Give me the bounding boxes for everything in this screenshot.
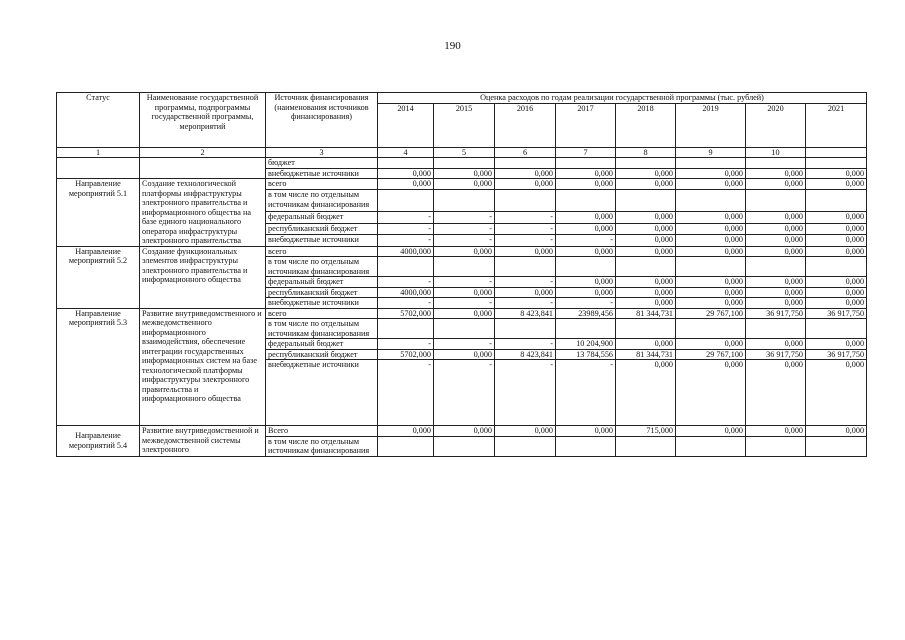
status-cell: Направление мероприятий 5.4 — [57, 426, 140, 457]
header-year: 2016 — [495, 103, 556, 147]
value-cell — [676, 190, 746, 212]
value-cell — [495, 257, 556, 277]
value-cell: 0,000 — [676, 212, 746, 223]
value-cell — [616, 257, 676, 277]
value-cell: 23989,456 — [556, 308, 616, 319]
value-cell — [556, 158, 616, 169]
value-cell: 0,000 — [616, 277, 676, 288]
value-cell: 36 917,750 — [746, 308, 806, 319]
value-cell: 0,000 — [434, 179, 495, 190]
header-name: Наименование государственной программы, подпрограммы государственной программы, мероприятий — [140, 93, 266, 148]
value-cell: 0,000 — [746, 277, 806, 288]
value-cell: 4000,000 — [378, 287, 434, 298]
source-cell: республиканский бюджет — [266, 223, 378, 234]
source-cell: всего — [266, 308, 378, 319]
value-cell: 5702,000 — [378, 349, 434, 360]
value-cell: 0,000 — [378, 168, 434, 179]
header-year: 2017 — [556, 103, 616, 147]
value-cell: 0,000 — [746, 223, 806, 234]
value-cell: 0,000 — [495, 287, 556, 298]
value-cell: - — [495, 360, 556, 426]
value-cell: 0,000 — [806, 277, 867, 288]
value-cell: - — [378, 360, 434, 426]
value-cell: - — [434, 223, 495, 234]
value-cell: - — [434, 235, 495, 246]
value-cell: 0,000 — [806, 235, 867, 246]
status-cell: Направление мероприятий 5.1 — [57, 179, 140, 247]
value-cell — [434, 436, 495, 456]
value-cell: - — [378, 235, 434, 246]
value-cell: 0,000 — [616, 360, 676, 426]
value-cell: 81 344,731 — [616, 349, 676, 360]
value-cell: 36 917,750 — [806, 308, 867, 319]
source-cell: всего — [266, 246, 378, 257]
source-cell: в том числе по отдельным источникам финансирования — [266, 190, 378, 212]
column-number: 8 — [616, 147, 676, 158]
value-cell: 8 423,841 — [495, 349, 556, 360]
value-cell: 0,000 — [556, 277, 616, 288]
value-cell — [676, 319, 746, 339]
value-cell: 5702,000 — [378, 308, 434, 319]
source-cell: в том числе по отдельным источникам финансирования — [266, 436, 378, 456]
value-cell — [556, 319, 616, 339]
value-cell: 0,000 — [676, 287, 746, 298]
name-cell — [140, 158, 266, 179]
source-cell: в том числе по отдельным источникам финансирования — [266, 257, 378, 277]
status-cell: Направление мероприятий 5.2 — [57, 246, 140, 308]
value-cell: 0,000 — [746, 287, 806, 298]
value-cell — [556, 190, 616, 212]
value-cell: 0,000 — [556, 287, 616, 298]
value-cell: - — [495, 212, 556, 223]
value-cell — [616, 436, 676, 456]
status-cell: Направление мероприятий 5.3 — [57, 308, 140, 426]
value-cell — [556, 436, 616, 456]
source-cell: федеральный бюджет — [266, 212, 378, 223]
header-estimate: Оценка расходов по годам реализации государственной программы (тыс. рублей) — [378, 93, 867, 104]
value-cell: 0,000 — [434, 426, 495, 437]
value-cell: 0,000 — [676, 360, 746, 426]
source-cell: внебюджетные источники — [266, 235, 378, 246]
value-cell: 0,000 — [806, 339, 867, 350]
value-cell — [746, 257, 806, 277]
value-cell — [616, 158, 676, 169]
value-cell: - — [434, 212, 495, 223]
source-cell: республиканский бюджет — [266, 349, 378, 360]
value-cell: - — [378, 339, 434, 350]
source-cell: республиканский бюджет — [266, 287, 378, 298]
value-cell: 0,000 — [495, 179, 556, 190]
value-cell: 0,000 — [676, 298, 746, 309]
status-cell — [57, 158, 140, 179]
value-cell: - — [556, 235, 616, 246]
value-cell: 0,000 — [616, 168, 676, 179]
value-cell: 36 917,750 — [806, 349, 867, 360]
column-number: 3 — [266, 147, 378, 158]
value-cell: 0,000 — [495, 426, 556, 437]
value-cell — [746, 436, 806, 456]
value-cell: 0,000 — [556, 223, 616, 234]
source-cell: Всего — [266, 426, 378, 437]
name-cell: Создание технологической платформы инфраструктуры электронного правительства и информационного общества на базе единого национального оператора инфраструктуры электронного правительства — [140, 179, 266, 247]
column-number: 5 — [434, 147, 495, 158]
value-cell: - — [495, 223, 556, 234]
value-cell: 0,000 — [616, 235, 676, 246]
table-row — [57, 179, 867, 190]
column-number — [806, 147, 867, 158]
value-cell — [676, 436, 746, 456]
value-cell — [378, 257, 434, 277]
value-cell: 0,000 — [806, 298, 867, 309]
value-cell: 0,000 — [746, 235, 806, 246]
value-cell: 36 917,750 — [746, 349, 806, 360]
value-cell: 0,000 — [434, 349, 495, 360]
value-cell: - — [434, 298, 495, 309]
column-number: 6 — [495, 147, 556, 158]
header-year: 2018 — [616, 103, 676, 147]
value-cell: 8 423,841 — [495, 308, 556, 319]
source-cell: федеральный бюджет — [266, 277, 378, 288]
table-row — [57, 308, 867, 319]
value-cell: 0,000 — [746, 179, 806, 190]
value-cell: - — [556, 298, 616, 309]
value-cell: 0,000 — [746, 168, 806, 179]
value-cell: 0,000 — [495, 168, 556, 179]
value-cell: 0,000 — [746, 339, 806, 350]
source-cell: в том числе по отдельным источникам финансирования — [266, 319, 378, 339]
value-cell: 0,000 — [616, 212, 676, 223]
value-cell — [378, 190, 434, 212]
source-cell: всего — [266, 179, 378, 190]
table-row — [57, 426, 867, 437]
column-number: 9 — [676, 147, 746, 158]
value-cell: - — [495, 298, 556, 309]
source-cell: внебюджетные источники — [266, 360, 378, 426]
value-cell: 0,000 — [676, 168, 746, 179]
source-cell: бюджет — [266, 158, 378, 169]
value-cell: 715,000 — [616, 426, 676, 437]
header-year: 2020 — [746, 103, 806, 147]
value-cell: - — [495, 277, 556, 288]
value-cell: 0,000 — [746, 426, 806, 437]
value-cell: 13 784,556 — [556, 349, 616, 360]
value-cell — [434, 257, 495, 277]
value-cell — [806, 319, 867, 339]
value-cell: 0,000 — [556, 168, 616, 179]
source-cell: федеральный бюджет — [266, 339, 378, 350]
value-cell: 0,000 — [616, 246, 676, 257]
value-cell: 0,000 — [556, 246, 616, 257]
name-cell: Развитие внутриведомственной и межведомственной системы электронного — [140, 426, 266, 457]
value-cell — [495, 436, 556, 456]
value-cell — [378, 436, 434, 456]
value-cell: 0,000 — [378, 179, 434, 190]
column-number: 7 — [556, 147, 616, 158]
value-cell: 0,000 — [676, 246, 746, 257]
value-cell: 0,000 — [434, 287, 495, 298]
value-cell: - — [378, 223, 434, 234]
value-cell: 0,000 — [806, 212, 867, 223]
column-number: 10 — [746, 147, 806, 158]
value-cell: 0,000 — [676, 339, 746, 350]
header-source: Источник финансирования (наименования источников финансирования) — [266, 93, 378, 148]
value-cell: 29 767,100 — [676, 349, 746, 360]
value-cell: - — [378, 277, 434, 288]
value-cell: 0,000 — [434, 168, 495, 179]
value-cell — [495, 190, 556, 212]
header-year: 2021 — [806, 103, 867, 147]
value-cell — [746, 319, 806, 339]
value-cell: 0,000 — [556, 179, 616, 190]
value-cell: - — [495, 339, 556, 350]
value-cell — [746, 158, 806, 169]
column-number: 4 — [378, 147, 434, 158]
value-cell — [806, 190, 867, 212]
value-cell: 0,000 — [616, 287, 676, 298]
value-cell — [676, 257, 746, 277]
header-status: Статус — [57, 93, 140, 148]
value-cell: 0,000 — [495, 246, 556, 257]
header-year: 2019 — [676, 103, 746, 147]
value-cell — [434, 190, 495, 212]
header-year: 2015 — [434, 103, 495, 147]
value-cell: - — [434, 360, 495, 426]
value-cell: 0,000 — [676, 277, 746, 288]
value-cell: 0,000 — [806, 168, 867, 179]
value-cell: 0,000 — [806, 246, 867, 257]
value-cell: 0,000 — [806, 360, 867, 426]
value-cell: 0,000 — [746, 360, 806, 426]
value-cell — [434, 319, 495, 339]
value-cell: 0,000 — [806, 287, 867, 298]
value-cell — [806, 158, 867, 169]
value-cell — [378, 319, 434, 339]
table-row — [57, 158, 867, 169]
header-year: 2014 — [378, 103, 434, 147]
value-cell — [806, 257, 867, 277]
value-cell: 10 204,900 — [556, 339, 616, 350]
value-cell — [378, 158, 434, 169]
value-cell — [746, 190, 806, 212]
value-cell — [434, 158, 495, 169]
value-cell: 4000,000 — [378, 246, 434, 257]
source-cell: внебюджетные источники — [266, 168, 378, 179]
value-cell: 0,000 — [746, 246, 806, 257]
value-cell: 0,000 — [616, 179, 676, 190]
value-cell — [616, 319, 676, 339]
value-cell — [676, 158, 746, 169]
name-cell: Развитие внутриведомственного и межведомственного информационного взаимодействия, обеспечение интеграции государственных информационных систем на базе технологической платформы инфраструктуры электронного правительства и информационного общества — [140, 308, 266, 426]
column-number: 2 — [140, 147, 266, 158]
value-cell: 0,000 — [676, 223, 746, 234]
value-cell: - — [434, 339, 495, 350]
value-cell: 0,000 — [616, 223, 676, 234]
value-cell: - — [378, 212, 434, 223]
value-cell: 0,000 — [616, 339, 676, 350]
value-cell: 0,000 — [676, 426, 746, 437]
value-cell: 0,000 — [746, 212, 806, 223]
value-cell: 0,000 — [746, 298, 806, 309]
value-cell: 0,000 — [676, 179, 746, 190]
name-cell: Создание функциональных элементов инфраструктуры электронного правительства и информационного общества — [140, 246, 266, 308]
value-cell — [806, 436, 867, 456]
value-cell — [556, 257, 616, 277]
value-cell: 0,000 — [434, 308, 495, 319]
value-cell: 0,000 — [434, 246, 495, 257]
budget-table — [56, 92, 867, 457]
column-number: 1 — [57, 147, 140, 158]
value-cell — [495, 319, 556, 339]
value-cell: 0,000 — [616, 298, 676, 309]
value-cell: 0,000 — [806, 426, 867, 437]
value-cell — [495, 158, 556, 169]
value-cell: 81 344,731 — [616, 308, 676, 319]
value-cell: 0,000 — [378, 426, 434, 437]
value-cell: - — [556, 360, 616, 426]
value-cell: 0,000 — [806, 179, 867, 190]
value-cell: 29 767,100 — [676, 308, 746, 319]
value-cell: 0,000 — [676, 235, 746, 246]
value-cell: 0,000 — [806, 223, 867, 234]
value-cell: 0,000 — [556, 426, 616, 437]
value-cell: - — [495, 235, 556, 246]
value-cell: - — [378, 298, 434, 309]
value-cell: 0,000 — [556, 212, 616, 223]
value-cell: - — [434, 277, 495, 288]
table-row — [57, 246, 867, 257]
source-cell: внебюджетные источники — [266, 298, 378, 309]
page-number: 190 — [444, 40, 461, 52]
value-cell — [616, 190, 676, 212]
